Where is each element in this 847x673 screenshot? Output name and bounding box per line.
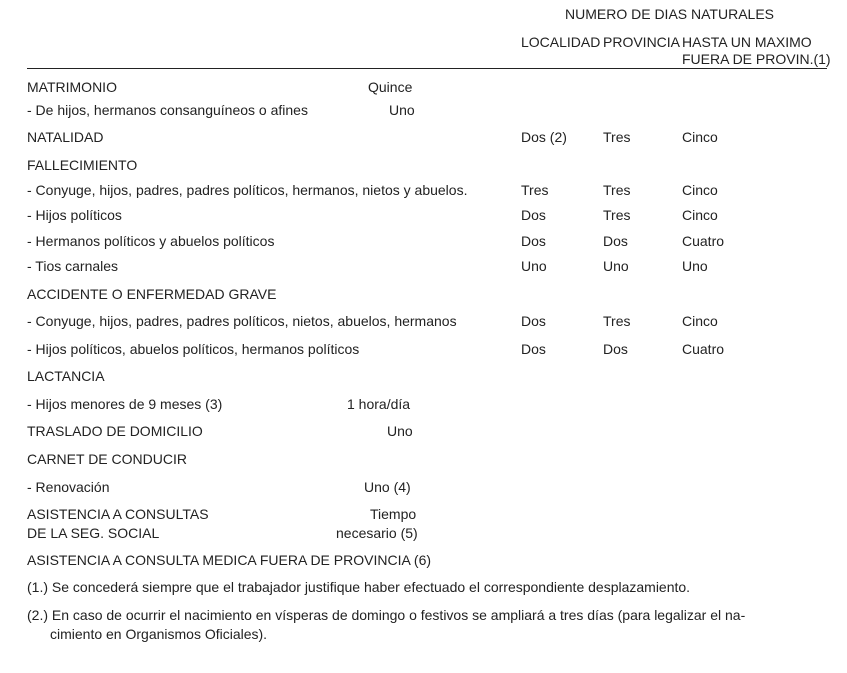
acc-hijos-politicos-fuera: Cuatro — [682, 341, 725, 357]
fall-conyuge-label: - Conyuge, hijos, padres, padres políticos, hermanos, nietos y abuelos. — [27, 182, 468, 198]
acc-hijos-politicos-localidad: Dos — [521, 341, 546, 357]
fall-conyuge-provincia: Tres — [603, 182, 631, 198]
fall-hermanos-politicos-provincia: Dos — [603, 233, 628, 249]
asistencia-ss-label-line1: ASISTENCIA A CONSULTAS — [27, 506, 209, 522]
fall-tios-fuera: Uno — [682, 258, 708, 274]
fall-hijos-politicos-provincia: Tres — [603, 207, 631, 223]
fall-tios-localidad: Uno — [521, 258, 547, 274]
fall-hijos-politicos-localidad: Dos — [521, 207, 546, 223]
note-1: (1.) Se concederá siempre que el trabajador justifique haber efectuado el correspondiente desplazamiento. — [27, 579, 691, 595]
header-divider — [27, 68, 827, 69]
acc-conyuge-provincia: Tres — [603, 313, 631, 329]
fall-hijos-politicos-label: - Hijos políticos — [27, 207, 122, 223]
asistencia-fuera-label: ASISTENCIA A CONSULTA MEDICA FUERA DE PROVINCIA (6) — [27, 552, 432, 568]
fall-hijos-politicos-fuera: Cinco — [682, 207, 718, 223]
fall-hermanos-politicos-label: - Hermanos políticos y abuelos políticos — [27, 233, 275, 249]
acc-hijos-politicos-label: - Hijos políticos, abuelos políticos, hermanos políticos — [27, 341, 360, 357]
matrimonio-value: Quince — [368, 79, 413, 95]
natalidad-localidad: Dos (2) — [521, 129, 567, 145]
asistencia-ss-value-line2: necesario (5) — [336, 525, 418, 541]
lact-hijos-label: - Hijos menores de 9 meses (3) — [27, 396, 223, 412]
renovacion-value: Uno (4) — [364, 479, 411, 495]
fall-hermanos-politicos-fuera: Cuatro — [682, 233, 725, 249]
traslado-value: Uno — [387, 423, 413, 439]
fallecimiento-heading: FALLECIMIENTO — [27, 157, 138, 173]
col-fuera-line2: FUERA DE PROVIN.(1) — [682, 51, 831, 67]
natalidad-fuera: Cinco — [682, 129, 718, 145]
hijos-hermanos-label: - De hijos, hermanos consanguíneos o afines — [27, 102, 308, 118]
lactancia-heading: LACTANCIA — [27, 368, 105, 384]
fall-conyuge-localidad: Tres — [521, 182, 549, 198]
natalidad-provincia: Tres — [603, 129, 631, 145]
renovacion-label: - Renovación — [27, 479, 110, 495]
carnet-heading: CARNET DE CONDUCIR — [27, 451, 187, 467]
acc-conyuge-fuera: Cinco — [682, 313, 718, 329]
asistencia-ss-label-line2: DE LA SEG. SOCIAL — [27, 525, 160, 541]
asistencia-ss-value-line1: Tiempo — [370, 506, 417, 522]
note-2-line1: (2.) En caso de ocurrir el nacimiento en vísperas de domingo o festivos se ampliará a tres días (para legalizar el na- — [27, 607, 746, 623]
traslado-label: TRASLADO DE DOMICILIO — [27, 423, 203, 439]
hijos-hermanos-value: Uno — [389, 102, 415, 118]
acc-conyuge-label: - Conyuge, hijos, padres, padres políticos, nietos, abuelos, hermanos — [27, 313, 457, 329]
note-2-line2: cimiento en Organismos Oficiales). — [50, 626, 268, 642]
fall-tios-provincia: Uno — [603, 258, 629, 274]
col-fuera-line1: HASTA UN MAXIMO — [682, 34, 812, 50]
col-localidad: LOCALIDAD — [521, 34, 601, 50]
col-provincia: PROVINCIA — [603, 34, 681, 50]
fall-hermanos-politicos-localidad: Dos — [521, 233, 546, 249]
natalidad-label: NATALIDAD — [27, 129, 104, 145]
accidente-heading: ACCIDENTE O ENFERMEDAD GRAVE — [27, 286, 277, 302]
fall-conyuge-fuera: Cinco — [682, 182, 718, 198]
group-title: NUMERO DE DIAS NATURALES — [565, 6, 774, 22]
lact-hijos-value: 1 hora/día — [347, 396, 411, 412]
fall-tios-label: - Tios carnales — [27, 258, 119, 274]
acc-hijos-politicos-provincia: Dos — [603, 341, 628, 357]
acc-conyuge-localidad: Dos — [521, 313, 546, 329]
matrimonio-label: MATRIMONIO — [27, 79, 117, 95]
